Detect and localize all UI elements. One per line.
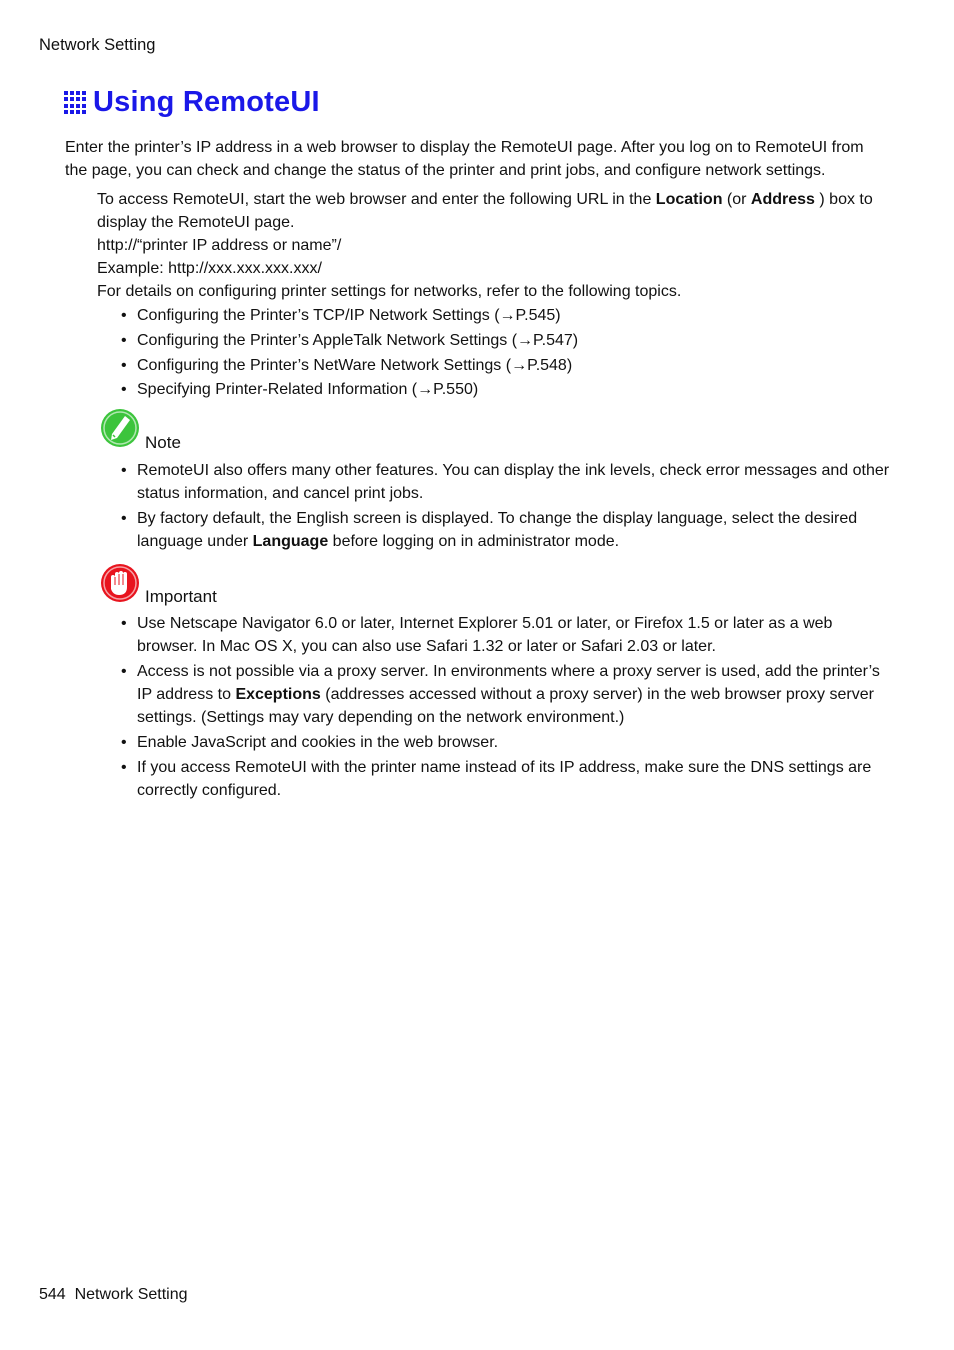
exceptions-term: Exceptions xyxy=(235,686,321,703)
language-term: Language xyxy=(252,533,329,550)
page-footer xyxy=(39,1286,188,1304)
intro-line-2: the page, you can check and change the status of the printer and print jobs, and configure network settings. xyxy=(65,162,826,179)
topic-link-appletalk[interactable]: • Configuring the Printer’s AppleTalk Network Settings (→P.547) xyxy=(97,329,897,352)
note-section xyxy=(97,459,897,555)
intro-line-1: Enter the printer’s IP address in a web browser to display the RemoteUI page. After you log on to RemoteUI from xyxy=(65,139,864,156)
important-item: • If you access RemoteUI with the printer name instead of its IP address, make sure the DNS settings are correctly configured. xyxy=(97,756,897,802)
hand-stop-icon xyxy=(100,563,140,603)
important-label: Important xyxy=(145,587,217,606)
address-term: Address xyxy=(750,191,815,208)
topic-list xyxy=(97,304,897,401)
note-item: • RemoteUI also offers many other features. You can display the ink levels, check error messages and other status information, and cancel print jobs. xyxy=(97,459,897,505)
topic-link-netware[interactable]: • Configuring the Printer’s NetWare Network Settings (→P.548) xyxy=(97,354,897,377)
section-heading xyxy=(64,86,320,119)
page-title: Using RemoteUI xyxy=(93,86,320,118)
details-text: For details on configuring printer settings for networks, refer to the following topics. xyxy=(97,283,682,300)
running-header: Network Setting xyxy=(39,36,156,54)
important-item: • Enable JavaScript and cookies in the web browser. xyxy=(97,731,897,754)
location-term: Location xyxy=(655,191,723,208)
note-label: Note xyxy=(145,433,181,452)
footer-section: Network Setting xyxy=(74,1286,188,1303)
page-number: 544 xyxy=(39,1286,66,1303)
important-item: • Use Netscape Navigator 6.0 or later, Internet Explorer 5.01 or later, or Firefox 1.5 or later as a web browser. In Mac OS X, you can also use Safari 1.32 or later or Safari 2.03 or later. xyxy=(97,612,897,658)
note-item: • By factory default, the English screen is displayed. To change the display language, select the desired language under Language before logging on in administrator mode. xyxy=(97,507,897,553)
pencil-note-icon xyxy=(100,408,140,448)
url-example: Example: http://xxx.xxx.xxx.xxx/ xyxy=(97,260,322,277)
important-section xyxy=(97,612,897,804)
topic-link-printer-info[interactable]: • Specifying Printer-Related Information (→P.550) xyxy=(97,378,897,401)
access-paragraph: To access RemoteUI, start the web browser and enter the following URL in the Location (or Address ) box to display the RemoteUI page. xyxy=(97,191,873,231)
important-item: • Access is not possible via a proxy server. In environments where a proxy server is used, add the printer’s IP address to Exceptions (addresses accessed without a proxy server) in the web browser proxy server settings. (Settings may vary depending on the network environment.) xyxy=(97,660,897,729)
grid-icon xyxy=(64,91,88,115)
access-instructions xyxy=(97,188,897,403)
url-format: http://“printer IP address or name”/ xyxy=(97,237,342,254)
intro-paragraph xyxy=(65,136,895,182)
topic-link-tcpip[interactable]: • Configuring the Printer’s TCP/IP Network Settings (→P.545) xyxy=(97,304,897,327)
